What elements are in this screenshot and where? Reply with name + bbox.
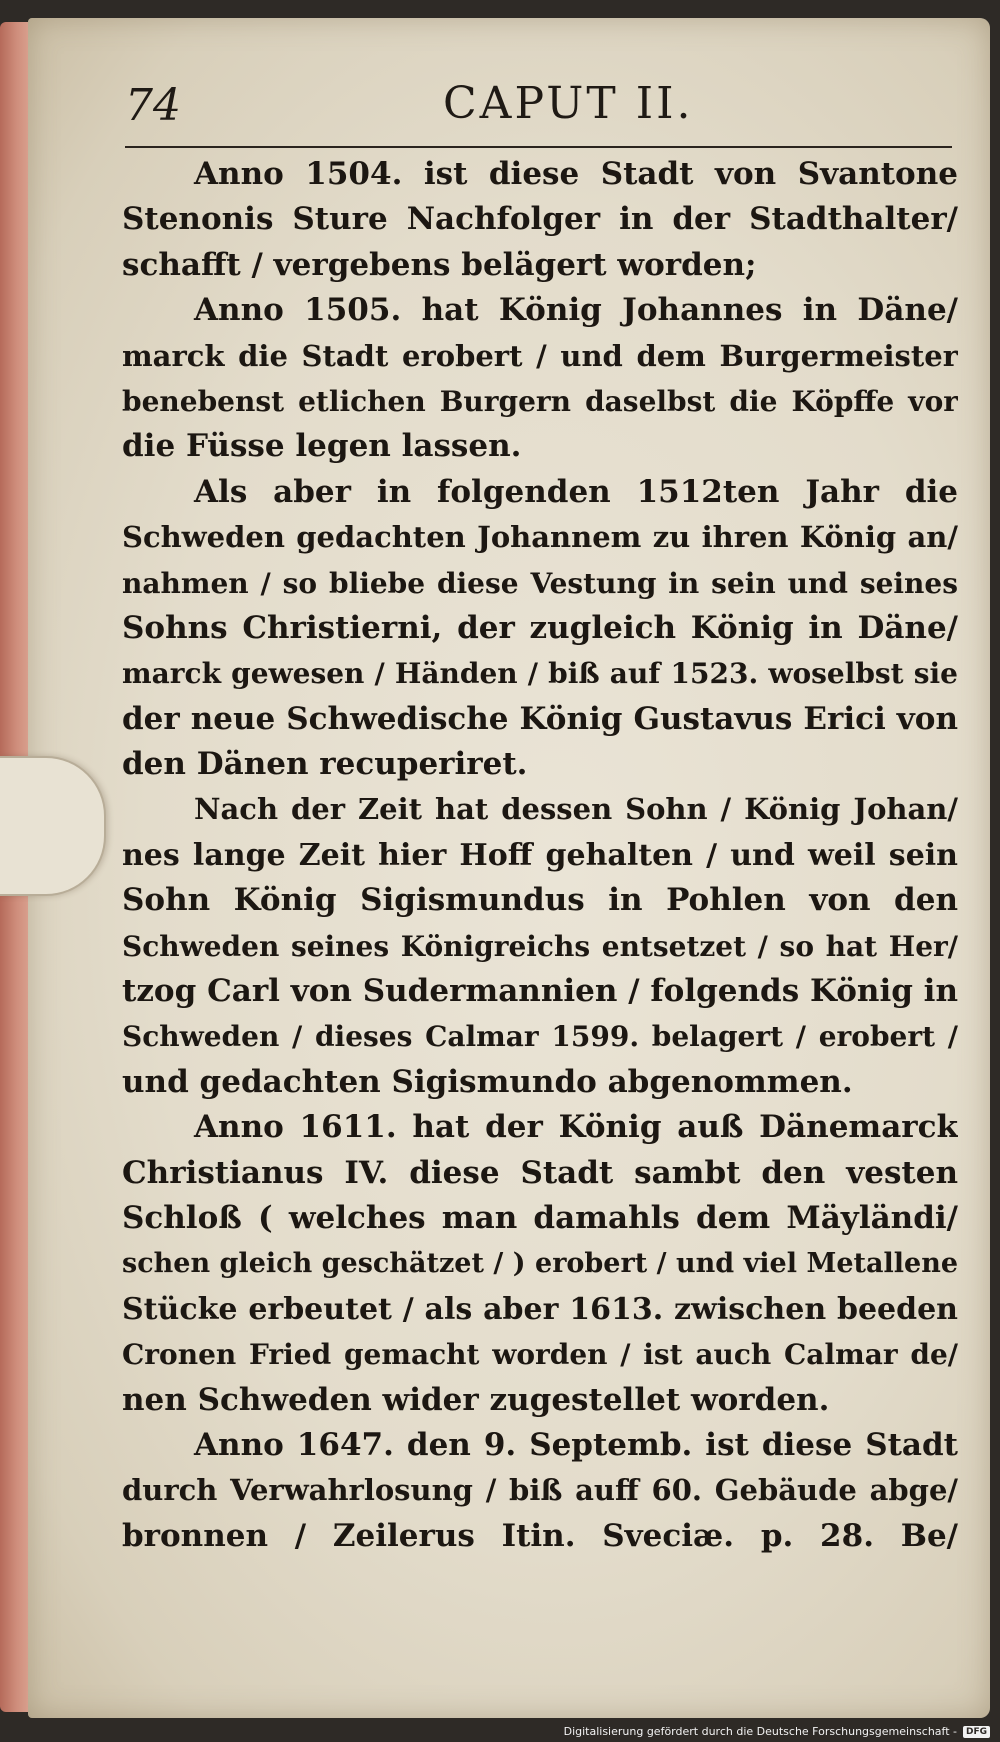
text-line-catchword: bronnen / Zeilerus Itin. Sveciæ. p. 28. Be/ — [122, 1517, 958, 1554]
text-line: Nach der Zeit hat dessen Sohn / König Johan/ — [194, 792, 958, 827]
text-line: Schweden / dieses Calmar 1599. belagert / erobert / — [122, 1020, 958, 1054]
text-line: Stücke erbeutet / als aber 1613. zwischen beeden — [122, 1291, 958, 1327]
text-line: Sohn König Sigismundus in Pohlen von den — [122, 882, 958, 919]
dfg-logo: DFG — [963, 1726, 990, 1738]
text-line: schen gleich geschätzet / ) erobert / und viel Metallene — [122, 1248, 958, 1280]
text-line: Anno 1504. ist diese Stadt von Svantone — [194, 156, 958, 192]
text-line: der neue Schwedische König Gustavus Erici von — [122, 700, 958, 737]
text-line: Schweden seines Königreichs entsetzet / so hat Her/ — [122, 929, 958, 963]
text-line: Christianus IV. diese Stadt sambt den vesten — [122, 1154, 958, 1191]
text-line: schafft / vergebens belägert worden; — [122, 246, 757, 283]
header-rule — [125, 146, 952, 148]
text-line: durch Verwahrlosung / biß auff 60. Gebäude abge/ — [122, 1473, 958, 1508]
text-line: und gedachten Sigismundo abgenommen. — [122, 1063, 853, 1100]
text-line: nahmen / so bliebe diese Vestung in sein und seines — [122, 566, 958, 600]
body-text — [122, 152, 958, 1559]
text-line: Cronen Fried gemacht worden / ist auch Calmar de/ — [122, 1338, 958, 1372]
text-line: Sohns Christierni, der zugleich König in Däne/ — [122, 609, 958, 646]
digitization-credit — [564, 1725, 990, 1738]
text-line: Schloß ( welches man damahls dem Mäyländi/ — [122, 1199, 958, 1236]
text-line: marck die Stadt erobert / und dem Burgermeister — [122, 338, 958, 373]
text-line: die Füsse legen lassen. — [122, 428, 522, 465]
text-line: den Dänen recuperiret. — [122, 746, 528, 783]
text-line: Anno 1647. den 9. Septemb. ist diese Stadt — [194, 1426, 958, 1463]
chapter-title: CAPUT II. — [443, 78, 694, 129]
text-line: Anno 1505. hat König Johannes in Däne/ — [194, 292, 958, 329]
text-line: nen Schweden wider zugestellet worden. — [122, 1381, 830, 1418]
page-number: 74 — [125, 80, 181, 131]
thumb-index-tab — [0, 756, 106, 896]
page-header — [125, 80, 950, 150]
text-line: Anno 1611. hat der König auß Dänemarck — [194, 1109, 958, 1146]
text-line: benebenst etlichen Burgern daselbst die Köpffe vor — [122, 384, 958, 418]
text-line: Als aber in folgenden 1512ten Jahr die — [194, 473, 958, 510]
text-line: Stenonis Sture Nachfolger in der Stadthalter/ — [122, 201, 958, 238]
text-line: Schweden gedachten Johannem zu ihren König an/ — [122, 520, 958, 555]
text-line: tzog Carl von Sudermannien / folgends König in — [122, 973, 958, 1010]
text-line: marck gewesen / Händen / biß auf 1523. woselbst sie — [122, 657, 958, 691]
credit-text: Digitalisierung gefördert durch die Deutsche Forschungsgemeinschaft - — [563, 1725, 957, 1738]
text-line: nes lange Zeit hier Hoff gehalten / und weil sein — [122, 837, 958, 873]
